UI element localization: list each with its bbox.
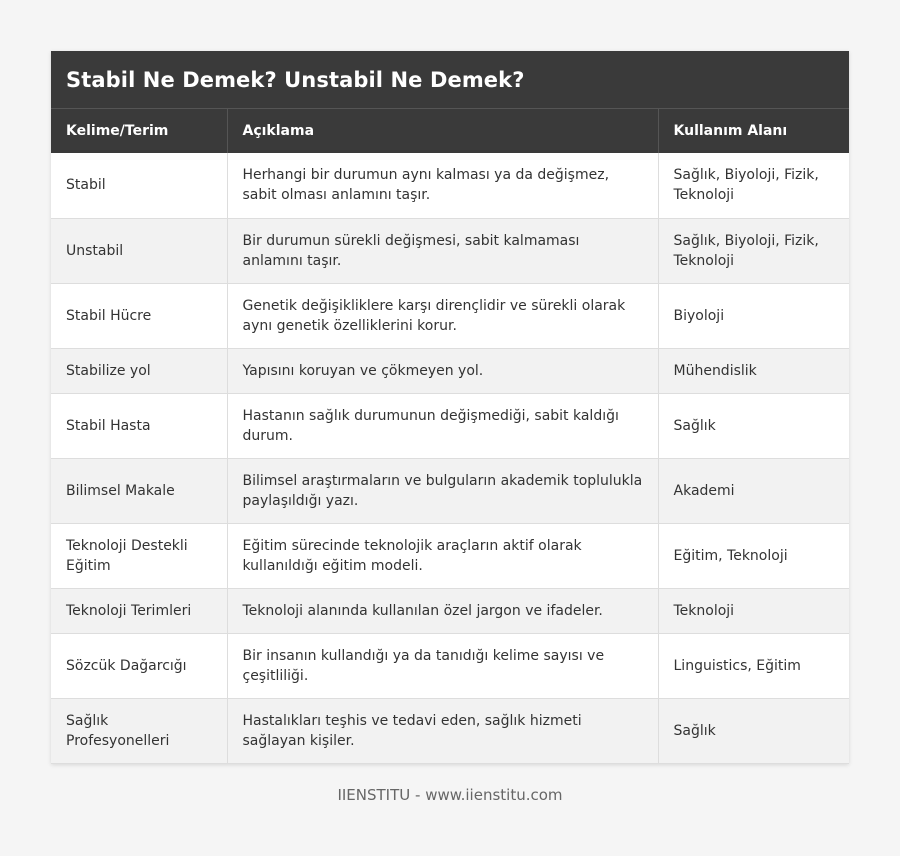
cell-description: Bilimsel araştırmaların ve bulguların akademik toplulukla paylaşıldığı yazı. [227, 458, 658, 523]
cell-term: Stabilize yol [51, 348, 227, 393]
cell-area: Sağlık [658, 393, 849, 458]
terms-table [51, 109, 849, 764]
table-row [51, 393, 849, 458]
table-row [51, 153, 849, 218]
footer-credit: IIENSTITU - www.iienstitu.com [337, 786, 563, 804]
column-header-area: Kullanım Alanı [673, 123, 788, 139]
cell-area: Mühendislik [658, 348, 849, 393]
cell-area: Biyoloji [658, 283, 849, 348]
table-body [51, 153, 849, 763]
cell-description: Eğitim sürecinde teknolojik araçların aktif olarak kullanıldığı eğitim modeli. [227, 523, 658, 588]
cell-description: Yapısını koruyan ve çökmeyen yol. [227, 348, 658, 393]
table-row [51, 698, 849, 763]
cell-description: Hastalıkları teşhis ve tedavi eden, sağlık hizmeti sağlayan kişiler. [227, 698, 658, 763]
cell-description: Herhangi bir durumun aynı kalması ya da değişmez, sabit olması anlamını taşır. [227, 153, 658, 218]
cell-term: Stabil [51, 153, 227, 218]
cell-term: Bilimsel Makale [51, 458, 227, 523]
column-header-description: Açıklama [227, 109, 658, 153]
table-row [51, 218, 849, 283]
cell-term: Stabil Hücre [51, 283, 227, 348]
cell-description: Bir insanın kullandığı ya da tanıdığı kelime sayısı ve çeşitliliği. [227, 633, 658, 698]
cell-area: Sağlık [658, 698, 849, 763]
table-row [51, 283, 849, 348]
column-header-term: Kelime/Terim [51, 109, 227, 153]
table-header [51, 109, 849, 153]
cell-term: Teknoloji Destekli Eğitim [51, 523, 227, 588]
cell-description: Hastanın sağlık durumunun değişmediği, sabit kaldığı durum. [227, 393, 658, 458]
table-card [51, 51, 849, 764]
cell-description: Teknoloji alanında kullanılan özel jargon ve ifadeler. [227, 588, 658, 633]
title-bar [51, 51, 849, 109]
cell-term: Teknoloji Terimleri [51, 588, 227, 633]
page-title: Stabil Ne Demek? Unstabil Ne Demek? [66, 67, 525, 92]
table-row [51, 523, 849, 588]
cell-term: Unstabil [51, 218, 227, 283]
cell-area: Linguistics, Eğitim [658, 633, 849, 698]
header-row [51, 109, 849, 153]
cell-area: Sağlık, Biyoloji, Fizik, Teknoloji [658, 218, 849, 283]
cell-term: Sağlık Profesyonelleri [51, 698, 227, 763]
cell-area: Akademi [658, 458, 849, 523]
cell-term: Stabil Hasta [51, 393, 227, 458]
cell-description: Bir durumun sürekli değişmesi, sabit kalmaması anlamını taşır. [227, 218, 658, 283]
table-row [51, 348, 849, 393]
table-row [51, 633, 849, 698]
table-row [51, 458, 849, 523]
table-row [51, 588, 849, 633]
cell-term: Sözcük Dağarcığı [51, 633, 227, 698]
cell-area: Teknoloji [658, 588, 849, 633]
cell-description: Genetik değişikliklere karşı dirençlidir ve sürekli olarak aynı genetik özelliklerini korur. [227, 283, 658, 348]
cell-area: Sağlık, Biyoloji, Fizik, Teknoloji [658, 153, 849, 218]
cell-area: Eğitim, Teknoloji [658, 523, 849, 588]
